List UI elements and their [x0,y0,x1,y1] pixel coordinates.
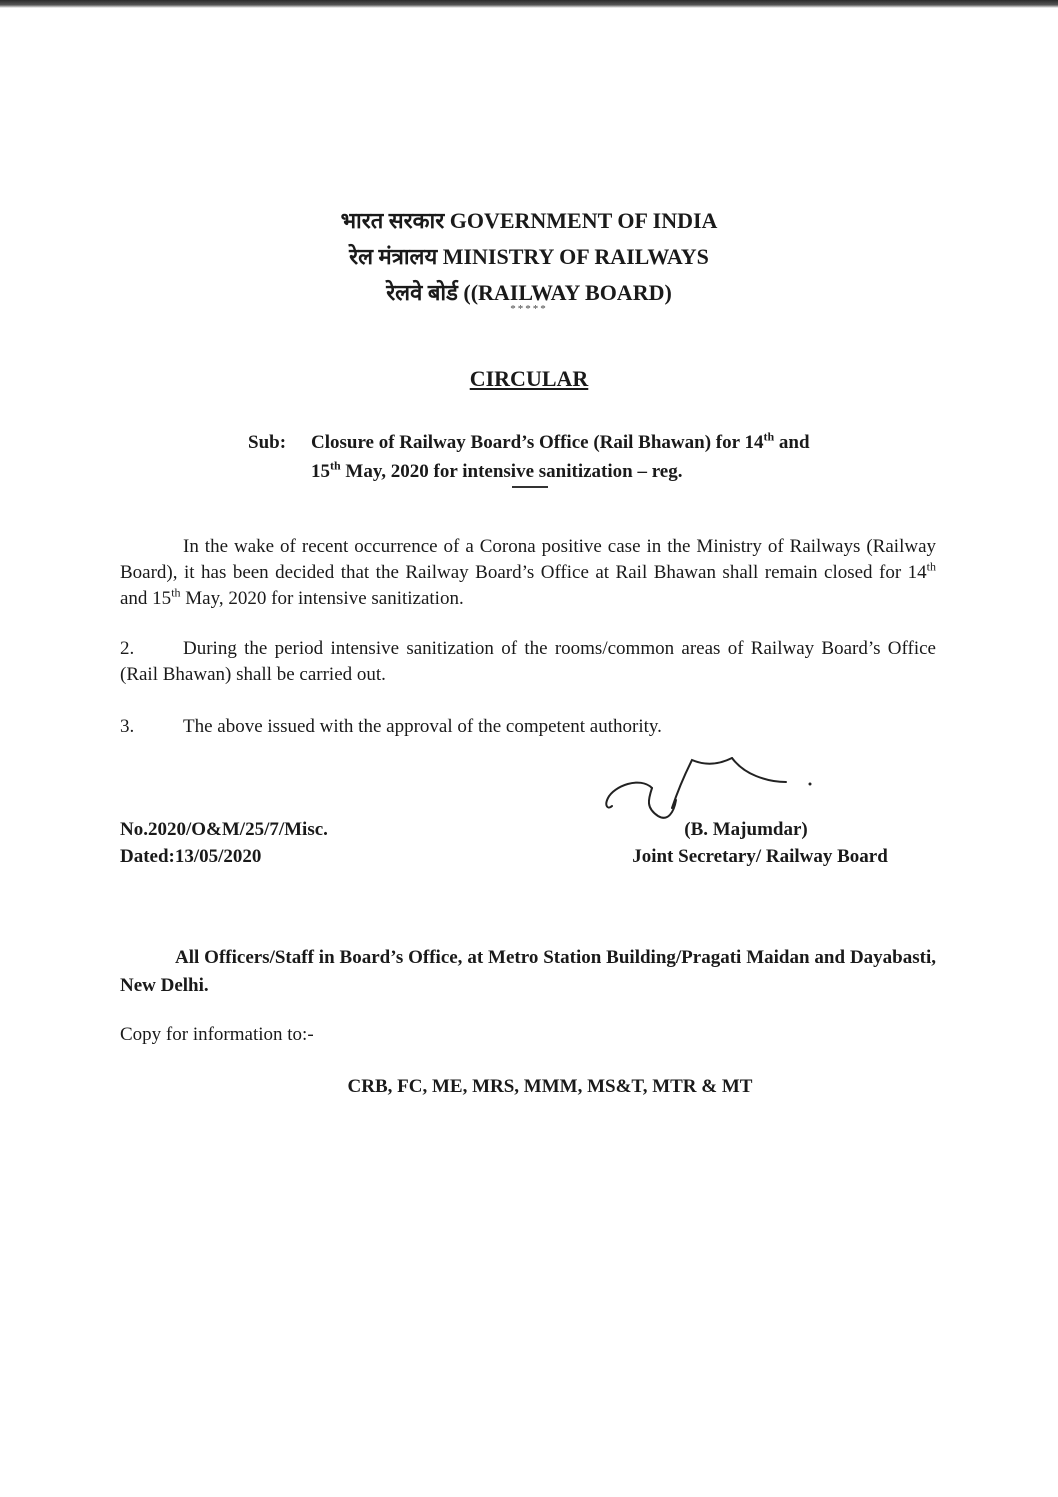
subject-text-part1: Closure of Railway Board’s Office (Rail Bhawan) for 14 [311,432,764,453]
paragraph-1-text-a: In the wake of recent occurrence of a Corona positive case in the Ministry of Railways (Railway Board), it has been decided that the Railway Board’s Office at Rail Bhawan shall remain closed for 14 [120,536,936,583]
subject-sup1: th [763,429,775,444]
subject-text [311,428,951,486]
header-government-english: GOVERNMENT OF INDIA [449,208,718,233]
subject-divider [512,486,548,488]
addressee: All Officers/Staff in Board’s Office, at Metro Station Building/Pragati Maidan and Dayabasti, New Delhi. [120,947,936,996]
header-ministry-hindi: रेल मंत्रालय [349,244,438,269]
paragraph-1-text-b: and 15 [120,588,172,609]
paragraph-3-text: The above issued with the approval of the competent authority. [183,716,662,737]
copy-label: Copy for information to:- [120,1024,314,1045]
paragraph-1-sup1: th [926,559,936,574]
paragraph-1-text-c: May, 2020 for intensive sanitization. [180,588,464,609]
subject-text-part3: 15 [311,461,330,482]
subject-sup2: th [330,458,341,473]
paragraph-2-text: During the period intensive sanitization of the rooms/common areas of Railway Board’s Office (Rail Bhawan) shall be carried out. [120,638,936,685]
paragraph-1-sup2: th [171,585,181,600]
copy-list: CRB, FC, ME, MRS, MMM, MS&T, MTR & MT [347,1076,753,1097]
header-board-hindi: रेलवे बोर्ड [386,280,458,305]
paragraph-1 [120,534,936,612]
paragraph-2-number: 2. [120,638,135,659]
paragraph-2 [120,636,936,688]
reference-number: No.2020/O&M/25/7/Misc. [120,819,328,840]
header-ministry-english: MINISTRY OF RAILWAYS [442,244,709,269]
document-title: CIRCULAR [469,366,589,391]
header-ministry [0,241,1058,271]
reference-block [120,816,328,870]
scan-top-edge [0,0,1058,8]
subject-text-part4: May, 2020 for intensive sanitization – reg. [340,461,683,482]
signatory-name: (B. Majumdar) [684,819,808,840]
header-government [0,205,1058,235]
signatory-designation: Joint Secretary/ Railway Board [632,846,888,867]
paragraph-3 [120,714,936,740]
header-board-english: ((RAILWAY BOARD) [463,280,672,305]
subject-label: Sub: [248,432,287,453]
header-stars: ***** [510,303,548,315]
subject-text-part2: and [774,432,810,453]
header-government-hindi: भारत सरकार [340,208,445,233]
signatory-block [560,816,960,870]
paragraph-3-number: 3. [120,716,135,737]
reference-date: Dated:13/05/2020 [120,846,262,867]
